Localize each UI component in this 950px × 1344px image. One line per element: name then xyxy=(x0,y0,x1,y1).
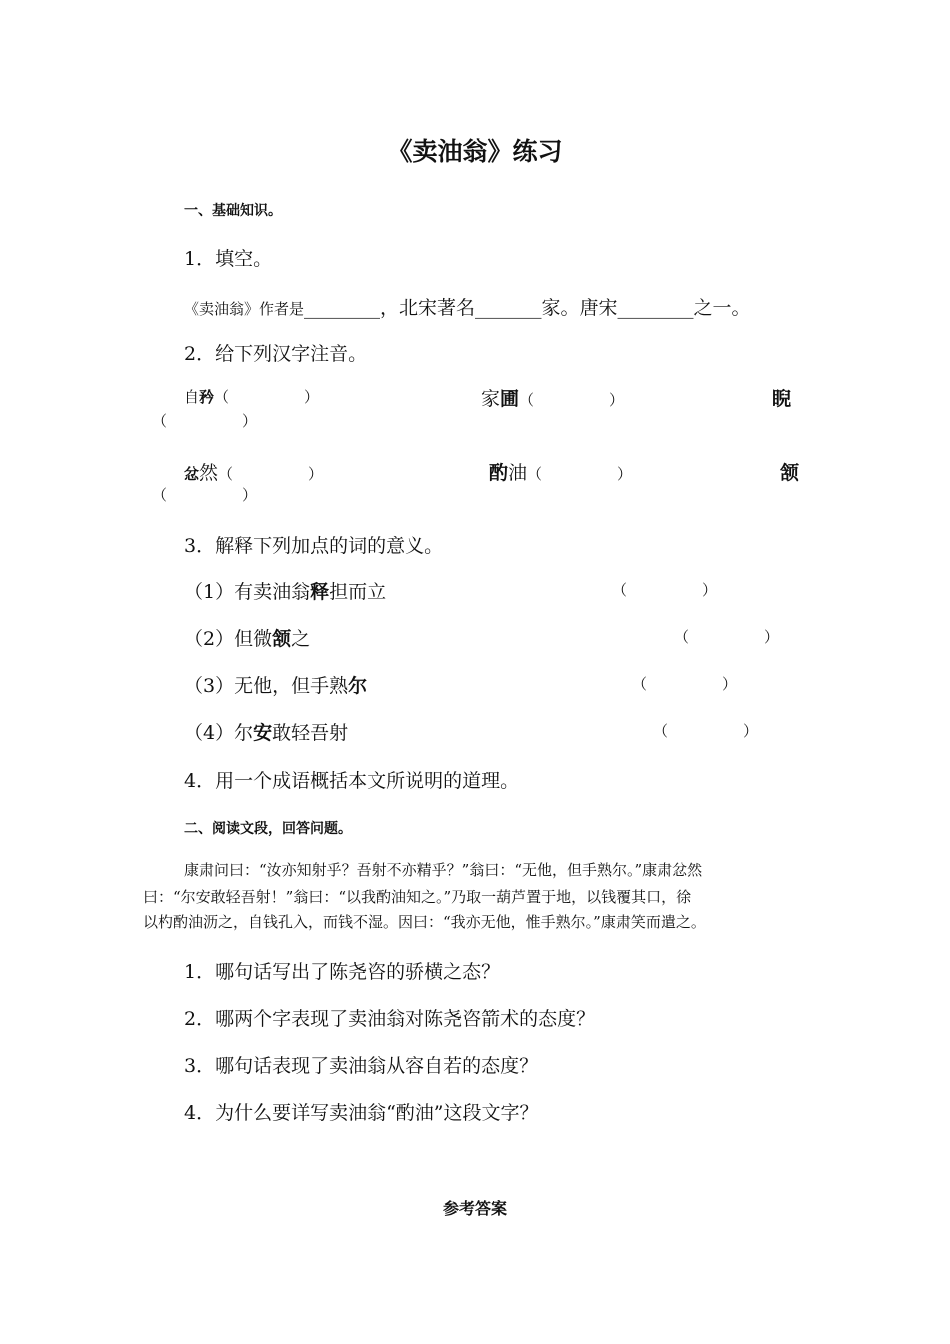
fill-text-4: 之一。 xyxy=(693,297,751,319)
pinyin-item: 酌油（ ） xyxy=(489,462,633,484)
question-3-label: 3．解释下列加点的词的意义。 xyxy=(184,535,444,557)
pinyin-item-char: 颔 xyxy=(780,462,800,484)
pinyin-item: 忿然（ ） xyxy=(184,462,324,484)
fill-blank-2: _______ xyxy=(475,297,542,319)
explain-item-paren: （ ） xyxy=(632,675,738,693)
pinyin-item-paren: （ ） xyxy=(152,412,258,430)
passage-line-3: 以杓酌油沥之，自钱孔入，而钱不湿。因曰：“我亦无他，惟手熟尔。”康肃笑而遣之。 xyxy=(143,913,706,931)
question-1-label: 1．填空。 xyxy=(184,248,273,270)
question-2-label: 2．给下列汉字注音。 xyxy=(184,343,368,365)
answers-heading: 参考答案 xyxy=(442,1199,507,1218)
pinyin-item: 自矜（ ） xyxy=(184,388,320,406)
explain-item-paren: （ ） xyxy=(653,722,759,740)
passage-line-2: 曰：“尔安敢轻吾射！”翁曰：“以我酌油知之。”乃取一葫芦置于地，以钱覆其口，徐 xyxy=(143,888,692,906)
explain-item: （4）尔安敢轻吾射 xyxy=(184,722,349,744)
reading-question-4: 4．为什么要详写卖油翁“酌油”这段文字？ xyxy=(184,1102,539,1124)
question-4-label: 4．用一个成语概括本文所说明的道理。 xyxy=(184,770,520,792)
explain-item: （2）但微颔之 xyxy=(184,628,311,650)
reading-question-2: 2．哪两个字表现了卖油翁对陈尧咨箭术的态度？ xyxy=(184,1008,596,1030)
explain-item-paren: （ ） xyxy=(674,628,780,646)
explain-item: （3）无他，但手熟尔 xyxy=(184,675,368,697)
fill-text-1: 《卖油翁》作者是 xyxy=(184,300,305,318)
reading-question-3: 3．哪句话表现了卖油翁从容自若的态度？ xyxy=(184,1055,539,1077)
reading-question-1: 1．哪句话写出了陈尧咨的骄横之态？ xyxy=(184,961,501,983)
explain-item: （1）有卖油翁释担而立 xyxy=(184,581,387,603)
fill-text-2: ，北宋著名 xyxy=(380,297,476,319)
fill-blank-1: ________ xyxy=(304,297,381,319)
section-heading-reading: 二、阅读文段，回答问题。 xyxy=(184,821,352,837)
fill-in-line xyxy=(184,293,751,320)
fill-blank-3: ________ xyxy=(617,297,694,319)
page-title: 《卖油翁》练习 xyxy=(387,137,563,166)
fill-text-3: 家。唐宋 xyxy=(541,297,618,319)
pinyin-item: 家圃（ ） xyxy=(481,388,625,410)
pinyin-item-paren: （ ） xyxy=(152,486,258,504)
explain-item-paren: （ ） xyxy=(612,581,718,599)
passage-line-1: 康肃问曰：“汝亦知射乎？吾射不亦精乎？”翁曰：“无他，但手熟尔。”康肃忿然 xyxy=(184,861,703,879)
pinyin-item-char: 睨 xyxy=(772,388,792,410)
section-heading-basic: 一、基础知识。 xyxy=(184,203,282,219)
